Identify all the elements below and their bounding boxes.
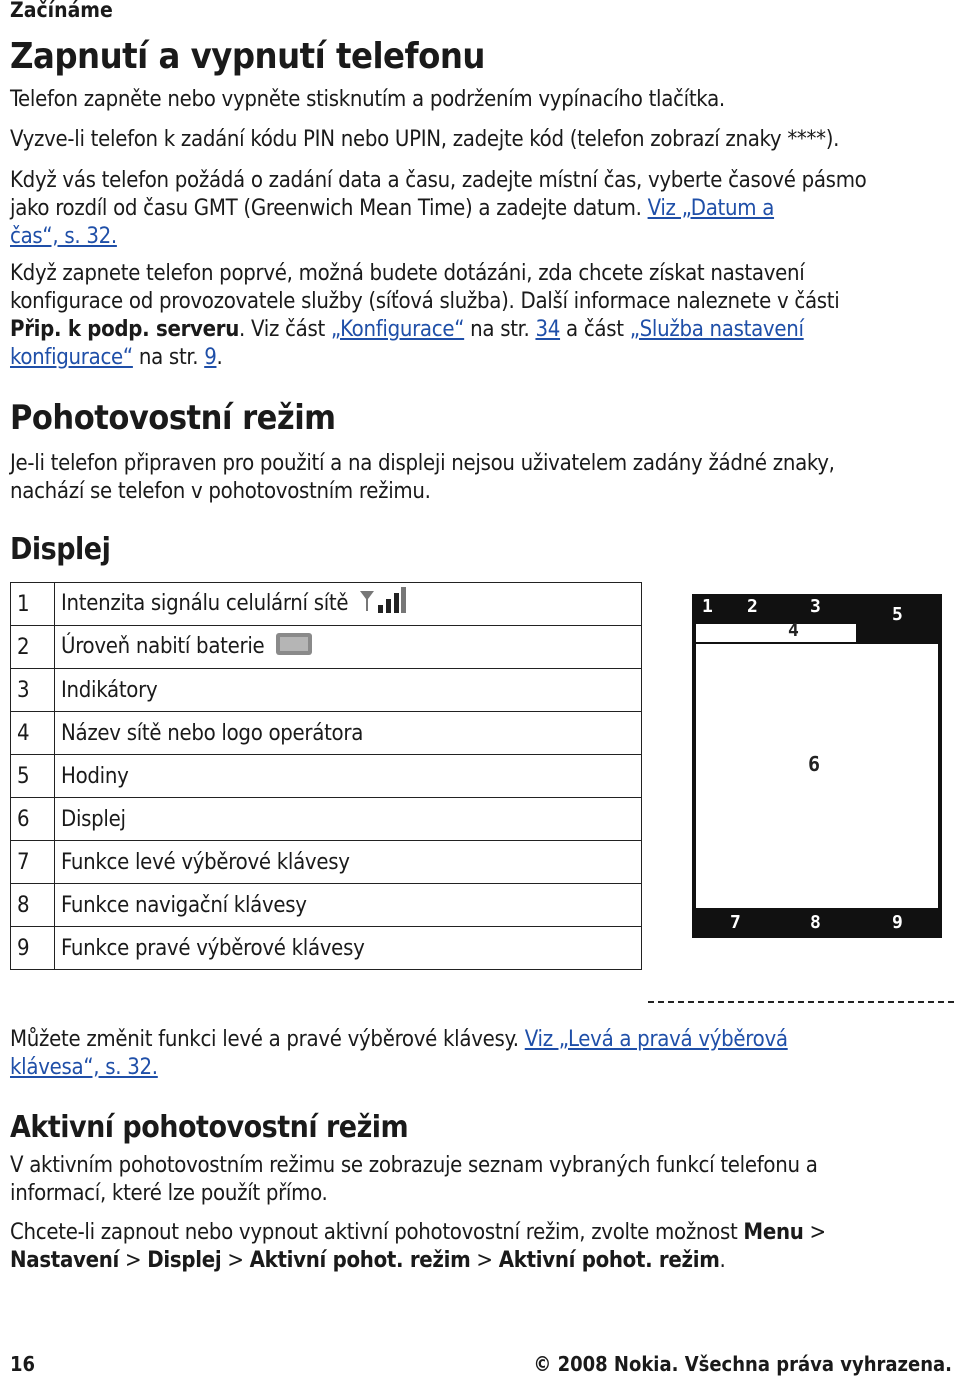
- link-page-9[interactable]: 9: [204, 345, 217, 370]
- row-label: [55, 626, 642, 669]
- link-konfigurace[interactable]: „Konfigurace“: [330, 317, 465, 342]
- section-header: Začínáme: [10, 0, 113, 22]
- row-number: 4: [11, 712, 55, 755]
- row-number: 9: [11, 927, 55, 970]
- row-number: 1: [11, 583, 55, 626]
- paragraph-standby-line2: nachází se telefon v pohotovostním režimu.: [10, 479, 431, 504]
- paragraph-power-2: Vyzve-li telefon k zadání kódu PIN nebo UPIN, zadejte kód (telefon zobrazí znaky ****).: [10, 127, 840, 152]
- separator: >: [470, 1248, 499, 1273]
- row-number: 7: [11, 841, 55, 884]
- paragraph-active-2-line1: [10, 1219, 826, 1247]
- text: a část: [560, 317, 630, 342]
- screen-label-5: 5: [892, 604, 903, 625]
- dashed-divider: [648, 1001, 954, 1003]
- row-number: 3: [11, 669, 55, 712]
- paragraph-active-2-line2: [10, 1247, 726, 1275]
- row-label: Funkce pravé výběrové klávesy: [55, 927, 642, 970]
- row-label: Název sítě nebo logo operátora: [55, 712, 642, 755]
- row-label: Funkce navigační klávesy: [55, 884, 642, 927]
- text: na str.: [464, 317, 536, 342]
- battery-icon: [274, 631, 314, 663]
- row-label: Indikátory: [55, 669, 642, 712]
- heading-active-standby: Aktivní pohotovostní režim: [10, 1110, 409, 1145]
- paragraph-power-4-line3: [10, 316, 804, 344]
- screen-label-1: 1: [702, 596, 713, 617]
- screen-label-3: 3: [810, 596, 821, 617]
- row-number: 5: [11, 755, 55, 798]
- table-row: [11, 884, 642, 927]
- screen-label-6: 6: [808, 752, 821, 776]
- page-number: 16: [10, 1352, 36, 1376]
- link-datum-cas-cont[interactable]: čas“, s. 32.: [10, 224, 117, 249]
- link-datum-cas[interactable]: Viz „Datum a: [647, 196, 775, 221]
- text: . Viz část: [239, 317, 331, 342]
- paragraph-active-1-line1: V aktivním pohotovostním režimu se zobrazuje seznam vybraných funkcí telefonu a: [10, 1153, 818, 1178]
- screen-label-4: 4: [788, 620, 799, 641]
- screen-main-area: [696, 644, 938, 908]
- menu-item-nastaveni: Nastavení: [10, 1248, 120, 1273]
- screen-label-8: 8: [810, 912, 821, 933]
- screen-operator-bar: [696, 622, 856, 642]
- copyright: © 2008 Nokia. Všechna práva vyhrazena.: [533, 1352, 952, 1376]
- link-softkeys[interactable]: Viz „Levá a pravá výběrová: [524, 1027, 788, 1052]
- row-number: 2: [11, 626, 55, 669]
- heading-display: Displej: [10, 532, 111, 567]
- text: jako rozdíl od času GMT (Greenwich Mean Time) a zadejte datum.: [10, 196, 648, 221]
- menu-item-aktivni-pohot-2: Aktivní pohot. režim: [498, 1248, 720, 1273]
- paragraph-power-1: Telefon zapněte nebo vypněte stisknutím a podržením vypínacího tlačítka.: [10, 87, 725, 112]
- paragraph-power-3-line2: [10, 195, 774, 223]
- text: .: [719, 1248, 726, 1273]
- menu-item-displej: Displej: [147, 1248, 222, 1273]
- heading-standby: Pohotovostní režim: [10, 398, 336, 438]
- paragraph-power-3-line3: [10, 223, 117, 251]
- row-number: 6: [11, 798, 55, 841]
- menu-item-aktivni-pohot: Aktivní pohot. režim: [249, 1248, 471, 1273]
- paragraph-active-1-line2: informací, které lze použít přímo.: [10, 1181, 328, 1206]
- screen-label-7: 7: [730, 912, 741, 933]
- paragraph-softkeys-line2: [10, 1054, 158, 1082]
- separator: >: [119, 1248, 148, 1273]
- row-label: Funkce levé výběrové klávesy: [55, 841, 642, 884]
- table-row: [11, 583, 642, 626]
- screen-label-2: 2: [747, 596, 758, 617]
- label-text: Úroveň nabití baterie: [61, 634, 265, 659]
- text: Chcete-li zapnout nebo vypnout aktivní pohotovostní režim, zvolte možnost: [10, 1220, 744, 1245]
- row-label: [55, 583, 642, 626]
- table-row: [11, 712, 642, 755]
- paragraph-power-4-line4: [10, 344, 222, 372]
- phone-screen-diagram: [692, 594, 942, 938]
- row-number: 8: [11, 884, 55, 927]
- table-row: [11, 798, 642, 841]
- row-label: Displej: [55, 798, 642, 841]
- link-sluzba-nastaveni-cont[interactable]: konfigurace“: [10, 345, 133, 370]
- paragraph-power-3-line1: Když vás telefon požádá o zadání data a času, zadejte místní čas, vyberte časové pásmo: [10, 168, 867, 193]
- paragraph-softkeys-line1: [10, 1026, 788, 1054]
- table-row: [11, 626, 642, 669]
- paragraph-standby-line1: Je-li telefon připraven pro použití a na displeji nejsou uživatelem zadány žádné znaky,: [10, 451, 835, 476]
- separator: >: [221, 1248, 250, 1273]
- paragraph-power-4-line2: konfigurace od provozovatele služby (síťová služba). Další informace naleznete v části: [10, 289, 840, 314]
- link-sluzba-nastaveni[interactable]: „Služba nastavení: [629, 317, 804, 342]
- separator: >: [803, 1220, 826, 1245]
- signal-strength-icon: [358, 587, 406, 621]
- table-row: [11, 927, 642, 970]
- link-page-34[interactable]: 34: [535, 317, 561, 342]
- table-row: [11, 669, 642, 712]
- text: .: [216, 345, 223, 370]
- paragraph-power-4-line1: Když zapnete telefon poprvé, možná budete dotázáni, zda chcete získat nastavení: [10, 261, 805, 286]
- heading-power: Zapnutí a vypnutí telefonu: [10, 36, 485, 77]
- label-text: Intenzita signálu celulární sítě: [61, 591, 349, 616]
- menu-item-menu: Menu: [743, 1220, 804, 1245]
- display-legend-table: [10, 582, 642, 970]
- link-softkeys-cont[interactable]: klávesa“, s. 32.: [10, 1055, 158, 1080]
- screen-label-9: 9: [892, 912, 903, 933]
- text: na str.: [132, 345, 205, 370]
- table-row: [11, 841, 642, 884]
- menu-path-bold: Přip. k podp. serveru: [10, 317, 240, 342]
- row-label: Hodiny: [55, 755, 642, 798]
- table-row: [11, 755, 642, 798]
- text: Můžete změnit funkci levé a pravé výběrové klávesy.: [10, 1027, 525, 1052]
